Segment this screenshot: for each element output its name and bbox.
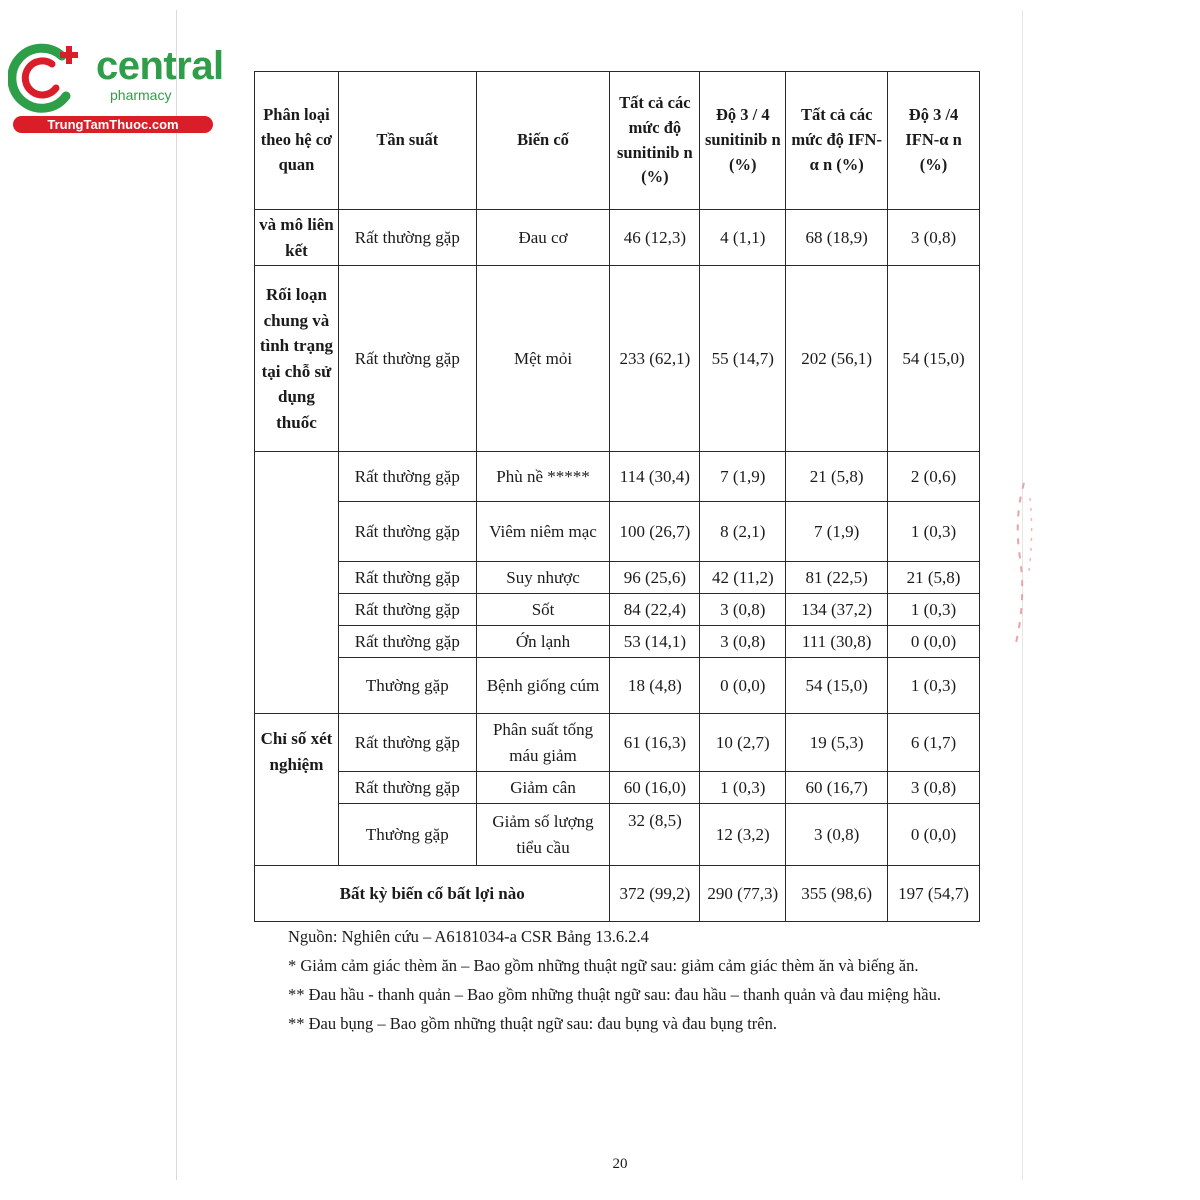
footnote-2: ** Đau hầu - thanh quản – Bao gồm những thuật ngữ sau: đau hầu – thanh quản và đau miệng hầu. xyxy=(288,985,941,1004)
value-cell: 233 (62,1) xyxy=(610,266,700,452)
frequency-cell: Rất thường gặp xyxy=(338,452,476,502)
event-cell: Ớn lạnh xyxy=(476,626,610,658)
value-cell: 4 (1,1) xyxy=(700,210,786,266)
value-cell: 114 (30,4) xyxy=(610,452,700,502)
value-cell: 68 (18,9) xyxy=(786,210,888,266)
event-cell: Suy nhược xyxy=(476,562,610,594)
total-value-cell: 372 (99,2) xyxy=(610,866,700,922)
event-cell: Viêm niêm mạc xyxy=(476,502,610,562)
value-cell: 10 (2,7) xyxy=(700,714,786,772)
table-row xyxy=(255,594,980,626)
value-cell: 3 (0,8) xyxy=(700,626,786,658)
value-cell: 21 (5,8) xyxy=(786,452,888,502)
value-cell: 21 (5,8) xyxy=(888,562,980,594)
value-cell: 54 (15,0) xyxy=(786,658,888,714)
logo-wordmark: central xyxy=(96,44,224,88)
category-cell: Chỉ số xét nghiệm xyxy=(255,714,339,866)
page-edge-left xyxy=(176,10,177,1180)
table-row xyxy=(255,210,980,266)
table-header-row xyxy=(255,72,980,210)
table-row xyxy=(255,502,980,562)
value-cell: 6 (1,7) xyxy=(888,714,980,772)
event-cell: Giảm cân xyxy=(476,772,610,804)
value-cell: 61 (16,3) xyxy=(610,714,700,772)
page-number: 20 xyxy=(612,1156,628,1172)
value-cell: 0 (0,0) xyxy=(888,626,980,658)
value-cell: 134 (37,2) xyxy=(786,594,888,626)
table-row xyxy=(255,804,980,866)
frequency-cell: Thường gặp xyxy=(338,658,476,714)
value-cell: 2 (0,6) xyxy=(888,452,980,502)
table-row xyxy=(255,266,980,452)
event-cell: Sốt xyxy=(476,594,610,626)
value-cell: 1 (0,3) xyxy=(700,772,786,804)
footnote-3: ** Đau bụng – Bao gồm những thuật ngữ sau: đau bụng và đau bụng trên. xyxy=(288,1014,777,1033)
event-cell: Giảm số lượng tiểu cầu xyxy=(476,804,610,866)
value-cell: 55 (14,7) xyxy=(700,266,786,452)
header-ifn-grade34: Độ 3 /4 IFN-α n (%) xyxy=(888,72,980,210)
header-frequency: Tần suất xyxy=(338,72,476,210)
adverse-events-table xyxy=(254,71,980,922)
frequency-cell: Rất thường gặp xyxy=(338,562,476,594)
frequency-cell: Rất thường gặp xyxy=(338,594,476,626)
value-cell: 100 (26,7) xyxy=(610,502,700,562)
category-cell-empty xyxy=(255,452,339,714)
value-cell: 1 (0,3) xyxy=(888,502,980,562)
total-value-cell: 197 (54,7) xyxy=(888,866,980,922)
frequency-cell: Rất thường gặp xyxy=(338,626,476,658)
value-cell: 84 (22,4) xyxy=(610,594,700,626)
value-cell: 18 (4,8) xyxy=(610,658,700,714)
category-cell: Rối loạn chung và tình trạng tại chỗ sử dụng thuốc xyxy=(255,266,339,452)
frequency-cell: Rất thường gặp xyxy=(338,502,476,562)
event-cell: Phân suất tống máu giảm xyxy=(476,714,610,772)
value-cell: 3 (0,8) xyxy=(700,594,786,626)
value-cell: 53 (14,1) xyxy=(610,626,700,658)
value-cell: 3 (0,8) xyxy=(888,772,980,804)
value-cell: 7 (1,9) xyxy=(786,502,888,562)
table-row xyxy=(255,562,980,594)
value-cell: 32 (8,5) xyxy=(610,804,700,866)
value-cell: 42 (11,2) xyxy=(700,562,786,594)
header-sunitinib-grade34: Độ 3 / 4 sunitinib n (%) xyxy=(700,72,786,210)
total-label: Bất kỳ biến cố bất lợi nào xyxy=(255,866,610,922)
value-cell: 60 (16,0) xyxy=(610,772,700,804)
frequency-cell: Rất thường gặp xyxy=(338,266,476,452)
value-cell: 81 (22,5) xyxy=(786,562,888,594)
footnotes xyxy=(288,922,978,1038)
central-pharmacy-logo xyxy=(8,38,224,138)
value-cell: 3 (0,8) xyxy=(888,210,980,266)
frequency-cell: Rất thường gặp xyxy=(338,772,476,804)
category-cell: và mô liên kết xyxy=(255,210,339,266)
footnote-source: Nguồn: Nghiên cứu – A6181034-a CSR Bảng 13.6.2.4 xyxy=(288,927,649,946)
frequency-cell: Thường gặp xyxy=(338,804,476,866)
value-cell: 0 (0,0) xyxy=(700,658,786,714)
header-event: Biến cố xyxy=(476,72,610,210)
logo-tagline: pharmacy xyxy=(110,87,172,103)
value-cell: 19 (5,3) xyxy=(786,714,888,772)
footnote-1: * Giảm cảm giác thèm ăn – Bao gồm những thuật ngữ sau: giảm cảm giác thèm ăn và biếng ăn. xyxy=(288,956,919,975)
total-value-cell: 290 (77,3) xyxy=(700,866,786,922)
value-cell: 7 (1,9) xyxy=(700,452,786,502)
frequency-cell: Rất thường gặp xyxy=(338,714,476,772)
event-cell: Đau cơ xyxy=(476,210,610,266)
table-row xyxy=(255,452,980,502)
value-cell: 60 (16,7) xyxy=(786,772,888,804)
header-sunitinib-all: Tất cả các mức độ sunitinib n (%) xyxy=(610,72,700,210)
value-cell: 1 (0,3) xyxy=(888,658,980,714)
header-ifn-all: Tất cả các mức độ IFN-α n (%) xyxy=(786,72,888,210)
logo-ribbon: TrungTamThuoc.com xyxy=(13,116,213,133)
value-cell: 111 (30,8) xyxy=(786,626,888,658)
event-cell: Phù nề ***** xyxy=(476,452,610,502)
logo-mark-icon xyxy=(8,38,94,118)
value-cell: 3 (0,8) xyxy=(786,804,888,866)
value-cell: 12 (3,2) xyxy=(700,804,786,866)
table-row xyxy=(255,658,980,714)
table-row xyxy=(255,714,980,772)
header-organ-class: Phân loại theo hệ cơ quan xyxy=(255,72,339,210)
value-cell: 202 (56,1) xyxy=(786,266,888,452)
frequency-cell: Rất thường gặp xyxy=(338,210,476,266)
value-cell: 1 (0,3) xyxy=(888,594,980,626)
value-cell: 8 (2,1) xyxy=(700,502,786,562)
value-cell: 46 (12,3) xyxy=(610,210,700,266)
value-cell: 54 (15,0) xyxy=(888,266,980,452)
value-cell: 0 (0,0) xyxy=(888,804,980,866)
stamp-fragment-icon xyxy=(1010,478,1038,648)
event-cell: Bệnh giống cúm xyxy=(476,658,610,714)
table-total-row xyxy=(255,866,980,922)
table-row xyxy=(255,772,980,804)
event-cell: Mệt mỏi xyxy=(476,266,610,452)
value-cell: 96 (25,6) xyxy=(610,562,700,594)
table-row xyxy=(255,626,980,658)
total-value-cell: 355 (98,6) xyxy=(786,866,888,922)
